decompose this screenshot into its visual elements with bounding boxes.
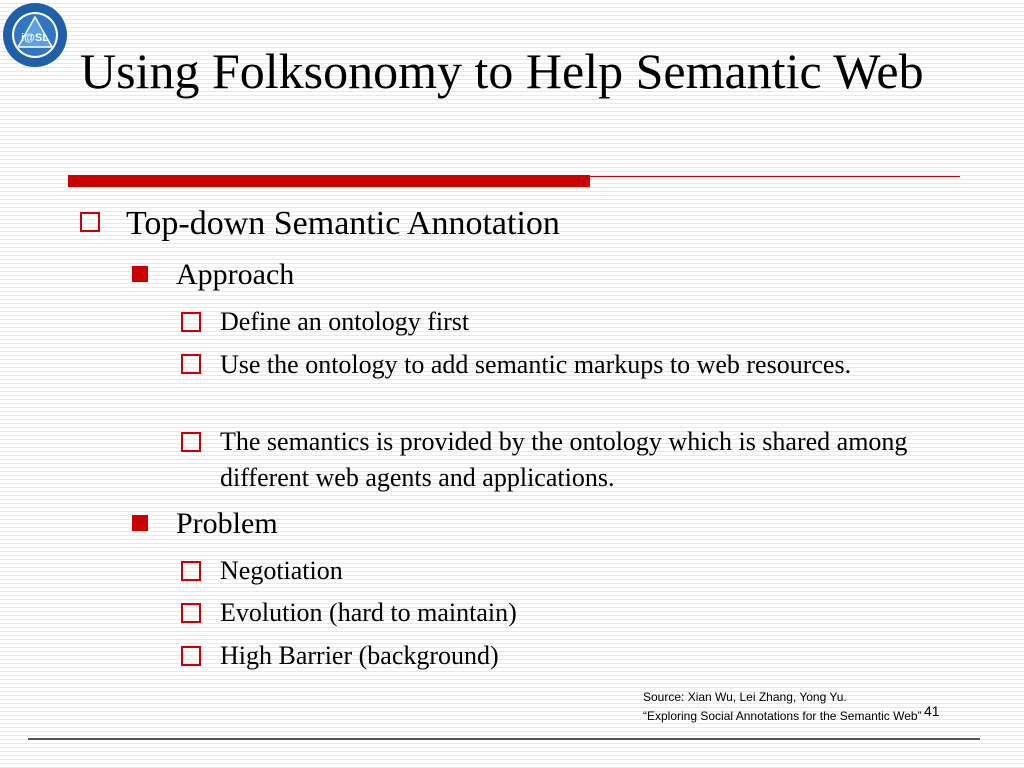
hollow-square-bullet-icon — [181, 432, 201, 452]
section-label-approach: Approach — [176, 258, 295, 291]
hollow-square-bullet-icon — [181, 603, 201, 623]
approach-item-3: The semantics is provided by the ontology which is shared among different web agents and applications. — [220, 427, 908, 492]
heading-top-down: Top-down Semantic Annotation — [126, 205, 560, 242]
approach-item-2: Use the ontology to add semantic markups to web resources. — [220, 350, 852, 379]
hollow-square-bullet-icon — [181, 646, 201, 666]
title-underline-thin — [590, 176, 960, 177]
solid-square-bullet-icon — [132, 515, 148, 531]
page-number: 41 — [924, 703, 940, 719]
title-underline-thick — [68, 175, 590, 187]
footer-divider — [28, 738, 980, 740]
hollow-square-bullet-icon — [181, 561, 201, 581]
section-label-problem: Problem — [176, 507, 278, 540]
hollow-square-bullet-icon — [181, 354, 201, 374]
problem-item-2: Evolution (hard to maintain) — [220, 598, 517, 627]
hollow-square-bullet-icon — [181, 312, 201, 332]
solid-square-bullet-icon — [132, 266, 148, 282]
lab-logo — [2, 2, 68, 68]
source-line-1: Source: Xian Wu, Lei Zhang, Yong Yu. — [643, 690, 847, 704]
slide-title: Using Folksonomy to Help Semantic Web — [80, 43, 924, 99]
hollow-square-bullet-icon — [80, 212, 100, 232]
problem-item-3: High Barrier (background) — [220, 641, 499, 670]
approach-item-1: Define an ontology first — [220, 307, 470, 336]
source-line-2: “Exploring Social Annotations for the Semantic Web” — [643, 709, 922, 723]
logo-emblem-icon — [2, 2, 68, 68]
logo-text: i@SL — [21, 32, 49, 44]
problem-item-1: Negotiation — [220, 556, 343, 585]
